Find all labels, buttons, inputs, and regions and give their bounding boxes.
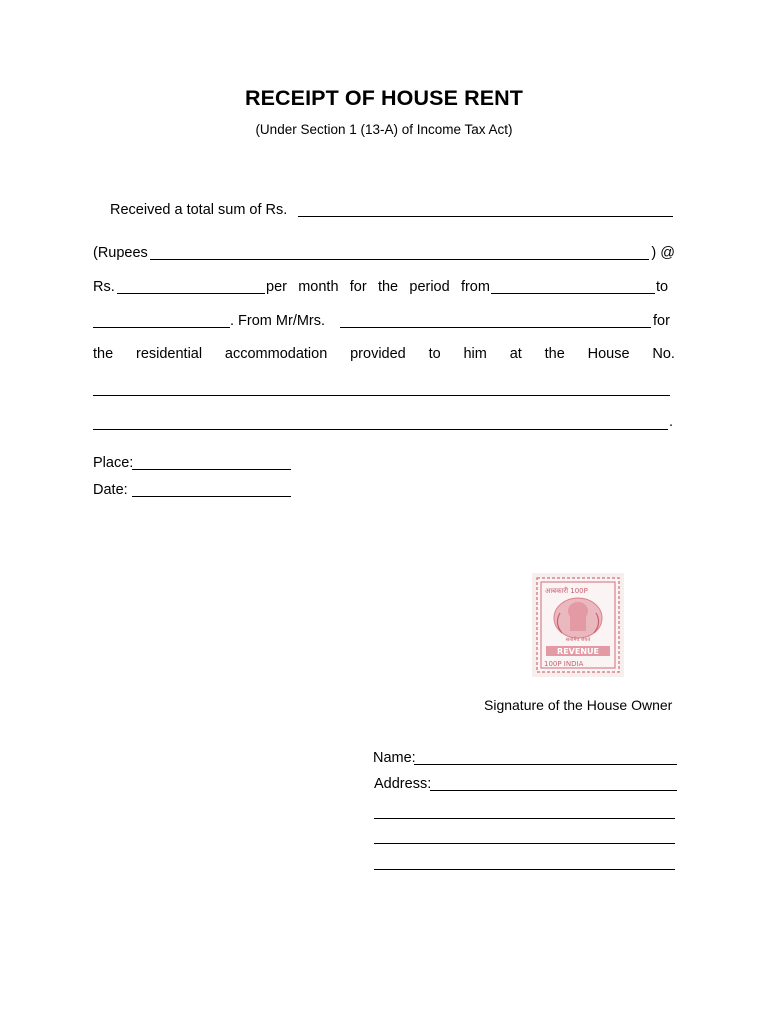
monthly-rent-field[interactable]: [117, 293, 265, 294]
stamp-band-text: REVENUE: [557, 647, 599, 656]
period-to-field[interactable]: [93, 327, 230, 328]
stamp-bottom-text: 100P INDIA: [544, 660, 584, 668]
owner-name-field[interactable]: [414, 764, 677, 765]
sentence-word: provided: [350, 346, 406, 362]
stamp-mid-text: सत्यमेव जयते: [565, 637, 591, 643]
rupees-row: [93, 245, 675, 261]
end-period: .: [669, 414, 674, 430]
sentence-word: residential: [136, 346, 203, 362]
per-month-word: for: [349, 279, 367, 295]
house-address-line-2[interactable]: [93, 429, 668, 430]
total-sum-field[interactable]: [298, 216, 673, 217]
signature-label: Signature of the House Owner: [484, 697, 673, 713]
owner-address-line-3[interactable]: [374, 843, 675, 844]
period-from-field[interactable]: [491, 293, 655, 294]
tenant-name-field[interactable]: [340, 327, 651, 328]
sentence-word: to: [428, 346, 441, 362]
rupees-label: (Rupees: [93, 245, 148, 261]
place-label: Place:: [93, 455, 134, 471]
total-sum-label: Received a total sum of Rs.: [110, 202, 288, 218]
owner-address-line-1[interactable]: [430, 790, 677, 791]
owner-address-line-4[interactable]: [374, 869, 675, 870]
document-title: RECEIPT OF HOUSE RENT: [244, 86, 524, 110]
per-month-word: per: [266, 279, 287, 295]
accommodation-sentence: [93, 346, 675, 362]
rupees-in-words-field[interactable]: [150, 259, 650, 260]
place-field[interactable]: [132, 469, 291, 470]
house-address-line-1[interactable]: [93, 395, 670, 396]
sentence-word: House: [587, 346, 630, 362]
sentence-word: at: [509, 346, 522, 362]
per-month-word: month: [298, 279, 339, 295]
to-label: to: [656, 279, 669, 295]
rupees-close-label: ) @: [651, 245, 675, 261]
owner-address-line-2[interactable]: [374, 818, 675, 819]
rs-label: Rs.: [93, 279, 115, 295]
date-label: Date:: [93, 482, 128, 498]
for-label: for: [653, 313, 670, 329]
per-month-word: the: [377, 279, 399, 295]
name-label: Name:: [373, 750, 416, 766]
stamp-top-text: आबकारी 100P: [545, 587, 588, 595]
sentence-word: him: [463, 346, 487, 362]
document-subtitle: (Under Section 1 (13-A) of Income Tax Act): [255, 122, 513, 137]
per-month-word: period: [409, 279, 450, 295]
sentence-word: the: [544, 346, 565, 362]
sentence-word: No.: [652, 346, 675, 362]
date-field[interactable]: [132, 496, 291, 497]
from-mr-mrs-label: . From Mr/Mrs.: [230, 313, 326, 329]
revenue-stamp-icon: [532, 573, 624, 677]
per-month-label: [266, 279, 490, 295]
per-month-word: from: [460, 279, 490, 295]
sentence-word: the: [93, 346, 114, 362]
address-label: Address:: [374, 776, 432, 792]
sentence-word: accommodation: [224, 346, 328, 362]
